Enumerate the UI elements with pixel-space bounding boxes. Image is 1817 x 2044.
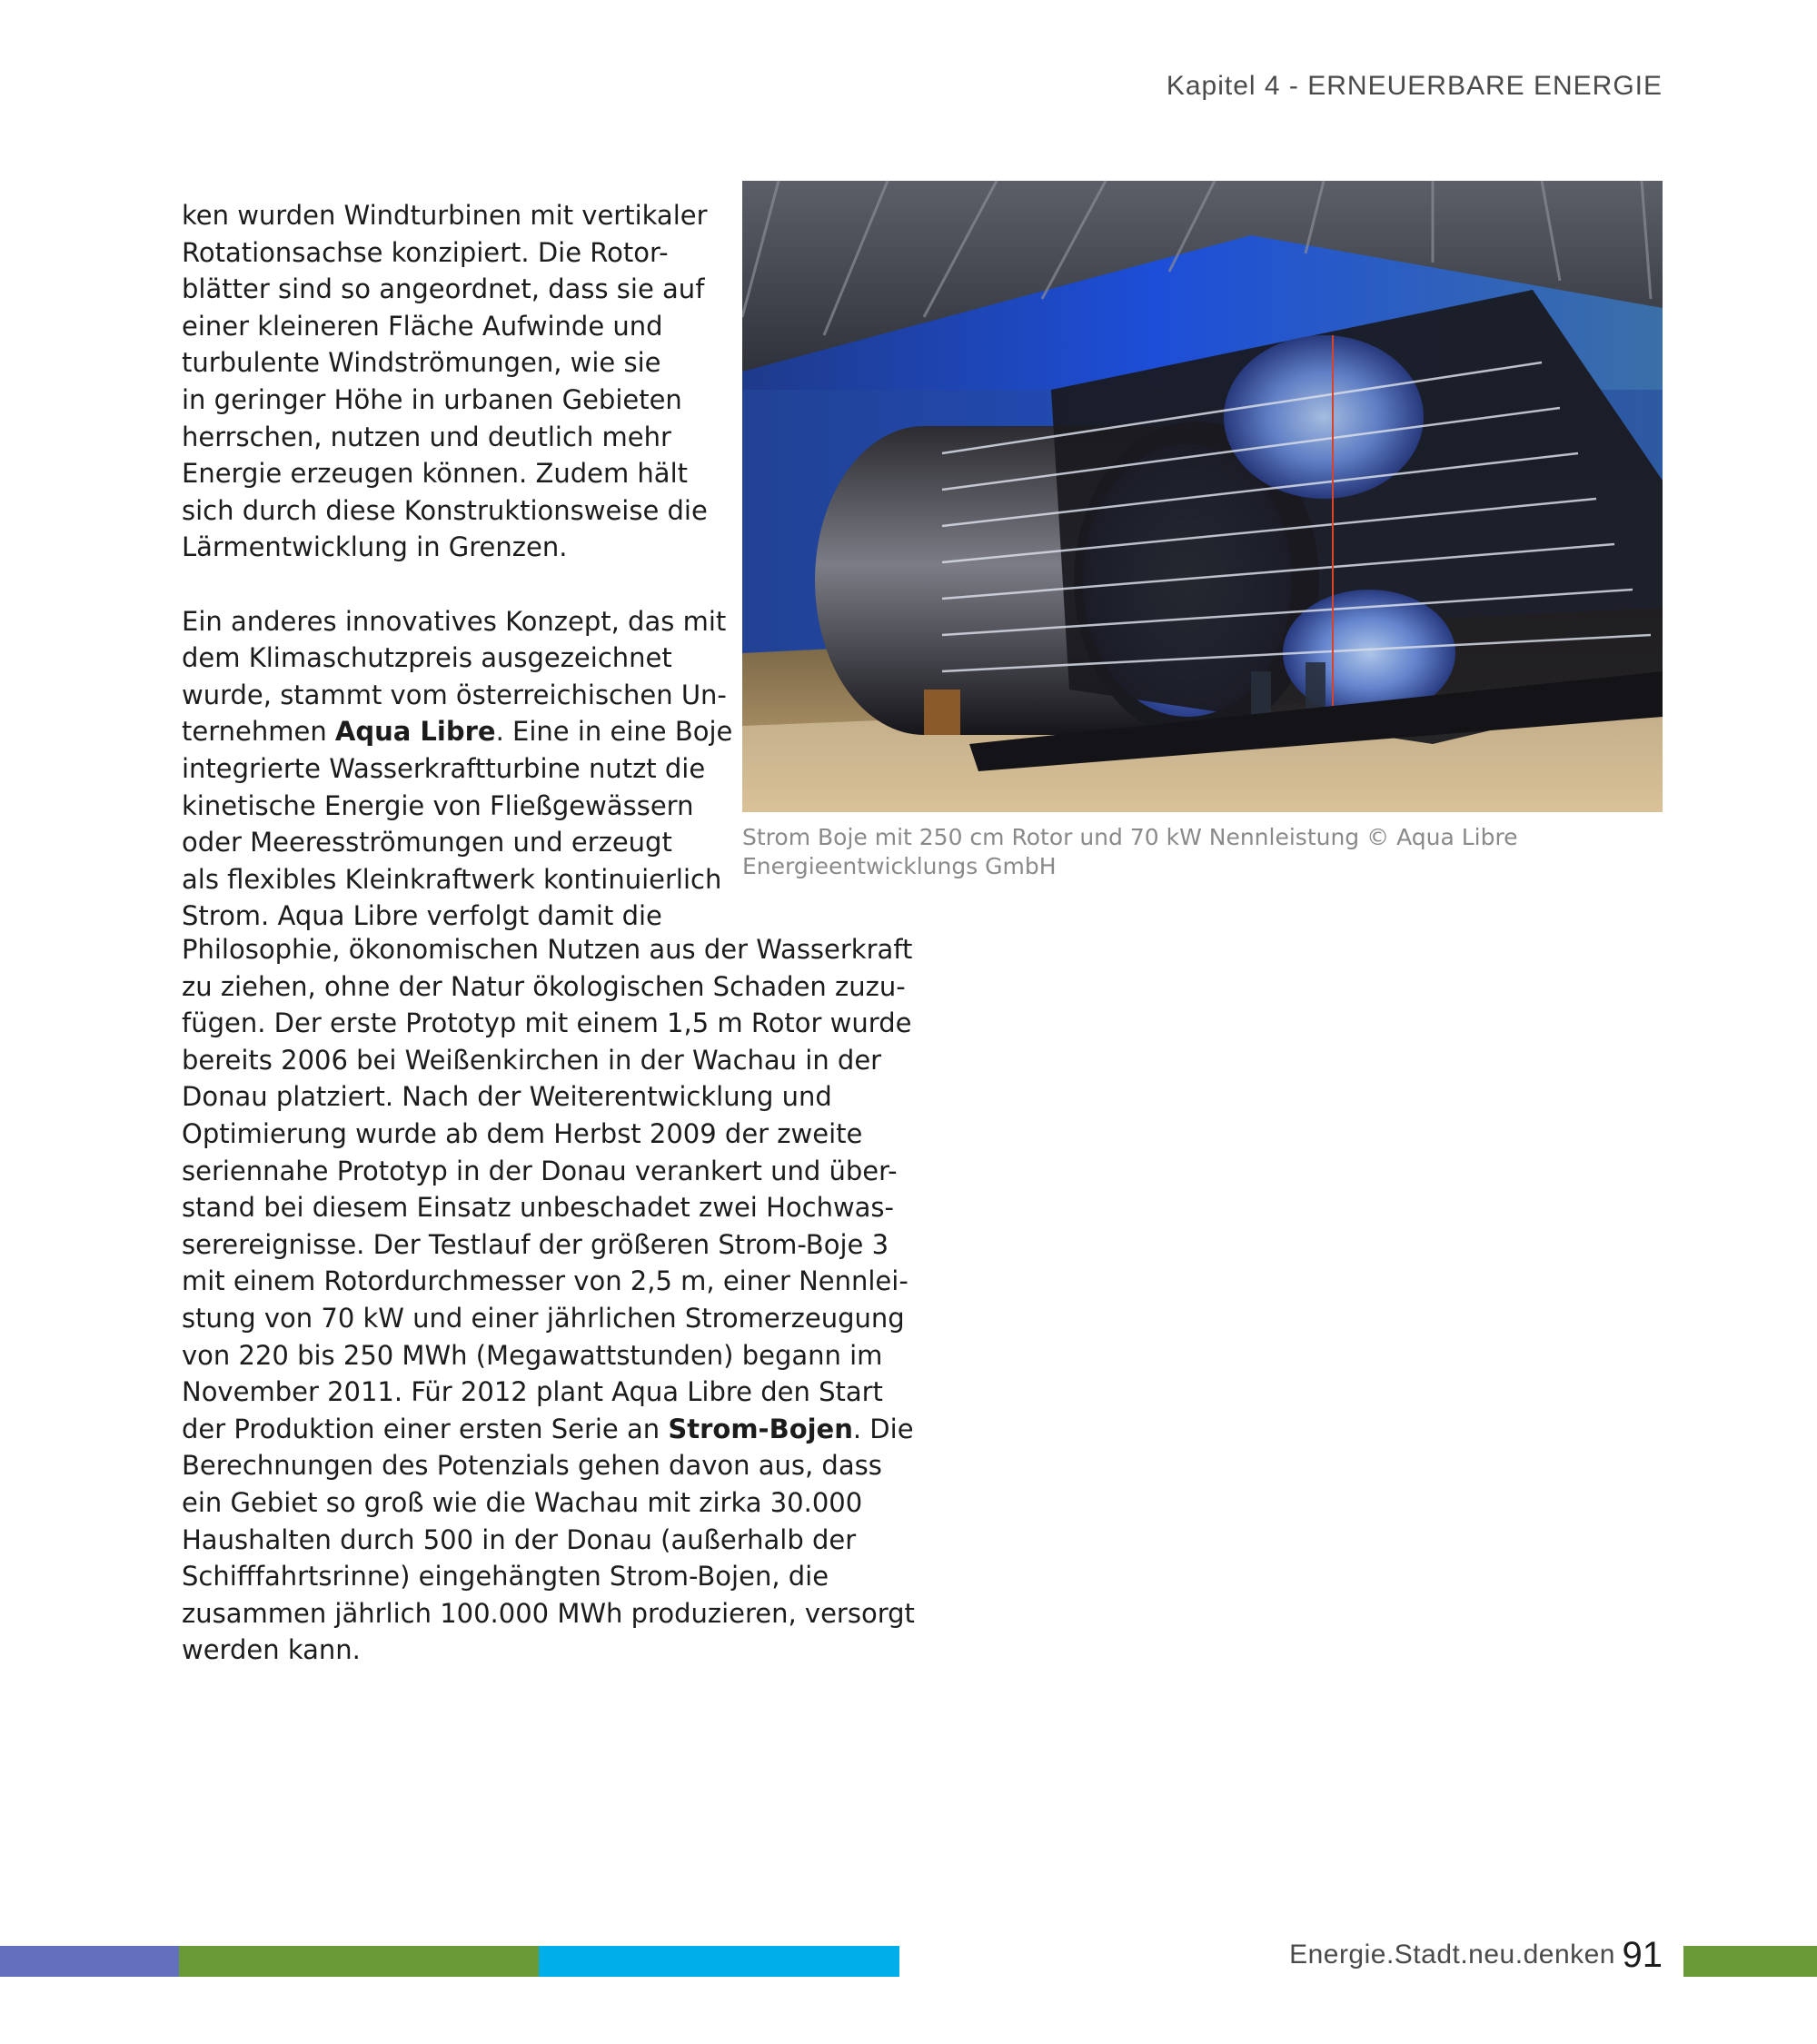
text-line: Philosophie, ökonomischen Nutzen aus der Wasserkraft: [182, 934, 913, 965]
text-line: herrschen, nutzen und deutlich mehr: [182, 421, 671, 452]
text-line: sich durch diese Konstruktionsweise die: [182, 494, 708, 526]
text-line: Berechnungen des Potenzials gehen davon aus, dass: [182, 1450, 882, 1482]
text-line: wurde, stammt vom österreichischen Un-: [182, 679, 727, 710]
text-line: stand bei diesem Einsatz unbeschadet zwei Hochwas-: [182, 1192, 895, 1224]
text-column-wide: [182, 931, 915, 1669]
text-line: ken wurden Windturbinen mit vertikaler: [182, 200, 708, 231]
text-line: dem Klimaschutzpreis ausgezeichnet: [182, 642, 672, 674]
publication-title: Energie.Stadt.neu.denken: [1289, 1940, 1615, 1970]
turbine-illustration: [742, 181, 1663, 812]
footer-color-bar-green-right: [1683, 1946, 1817, 1977]
text-line: Donau platziert. Nach der Weiterentwicklung und: [182, 1081, 832, 1113]
text-line: Schifffahrtsrinne) eingehängten Strom-Bojen, die: [182, 1561, 829, 1593]
text-segment: ternehmen: [182, 716, 335, 748]
caption-line: Energieentwicklungs GmbH: [742, 853, 1057, 879]
footer-color-bar-purple: [0, 1946, 179, 1977]
page-number: 91: [1622, 1935, 1663, 1975]
text-line: serereignisse. Der Testlauf der größeren Strom-Boje 3: [182, 1228, 889, 1260]
product-name-bold: Strom-Bojen: [668, 1413, 853, 1444]
text-line: Optimierung wurde ab dem Herbst 2009 der zweite: [182, 1117, 863, 1149]
text-line: Ein anderes innovatives Konzept, das mit: [182, 605, 727, 637]
text-line: in geringer Höhe in urbanen Gebieten: [182, 383, 682, 415]
text-line: [182, 713, 733, 750]
text-line: als flexibles Kleinkraftwerk kontinuierlich: [182, 863, 722, 895]
text-line: oder Meeresströmungen und erzeugt: [182, 827, 672, 858]
text-line: [182, 1411, 914, 1448]
text-line: kinetische Energie von Fließgewässern: [182, 789, 694, 821]
text-line: ein Gebiet so groß wie die Wachau mit zirka 30.000: [182, 1486, 863, 1518]
text-line: stung von 70 kW und einer jährlichen Stromerzeugung: [182, 1302, 905, 1334]
caption-line: Strom Boje mit 250 cm Rotor und 70 kW Nennleistung © Aqua Libre: [742, 824, 1518, 850]
paragraph-gap: [182, 566, 718, 603]
chapter-header: Kapitel 4 - ERNEUERBARE ENERGIE: [1166, 71, 1663, 101]
text-segment: der Produktion einer ersten Serie an: [182, 1413, 669, 1444]
company-name-bold: Aqua Libre: [334, 716, 496, 748]
text-segment: . Die: [852, 1413, 914, 1444]
text-column-narrow: [182, 197, 733, 935]
text-line: werden kann.: [182, 1634, 361, 1666]
text-line: einer kleineren Fläche Aufwinde und: [182, 310, 663, 342]
text-line: fügen. Der erste Prototyp mit einem 1,5 m Rotor wurde: [182, 1007, 912, 1039]
text-line: Rotationsachse konzipiert. Die Rotor-: [182, 236, 669, 268]
text-line: Lärmentwicklung in Grenzen.: [182, 531, 568, 563]
text-line: zu ziehen, ohne der Natur ökologischen Schaden zuzu-: [182, 970, 906, 1002]
text-line: seriennahe Prototyp in der Donau verankert und über-: [182, 1155, 898, 1186]
turbine-photo: [742, 181, 1663, 812]
text-line: zusammen jährlich 100.000 MWh produzieren, versorgt: [182, 1597, 915, 1629]
figure-caption: [742, 823, 1663, 881]
text-line: von 220 bis 250 MWh (Megawattstunden) begann im: [182, 1339, 883, 1371]
text-segment: . Eine in eine Boje: [495, 716, 733, 748]
text-line: mit einem Rotordurchmesser von 2,5 m, einer Nennlei-: [182, 1265, 908, 1297]
text-line: Strom. Aqua Libre verfolgt damit die: [182, 900, 662, 932]
footer-color-bar-green: [179, 1946, 539, 1977]
text-line: Energie erzeugen können. Zudem hält: [182, 458, 689, 490]
text-line: turbulente Windströmungen, wie sie: [182, 347, 661, 379]
text-line: Haushalten durch 500 in der Donau (außerhalb der: [182, 1523, 857, 1555]
footer-color-bar-cyan: [539, 1946, 899, 1977]
text-line: blätter sind so angeordnet, dass sie auf: [182, 273, 705, 305]
text-line: bereits 2006 bei Weißenkirchen in der Wachau in der: [182, 1044, 882, 1076]
text-line: integrierte Wasserkraftturbine nutzt die: [182, 752, 706, 784]
text-line: November 2011. Für 2012 plant Aqua Libre den Start: [182, 1376, 883, 1408]
